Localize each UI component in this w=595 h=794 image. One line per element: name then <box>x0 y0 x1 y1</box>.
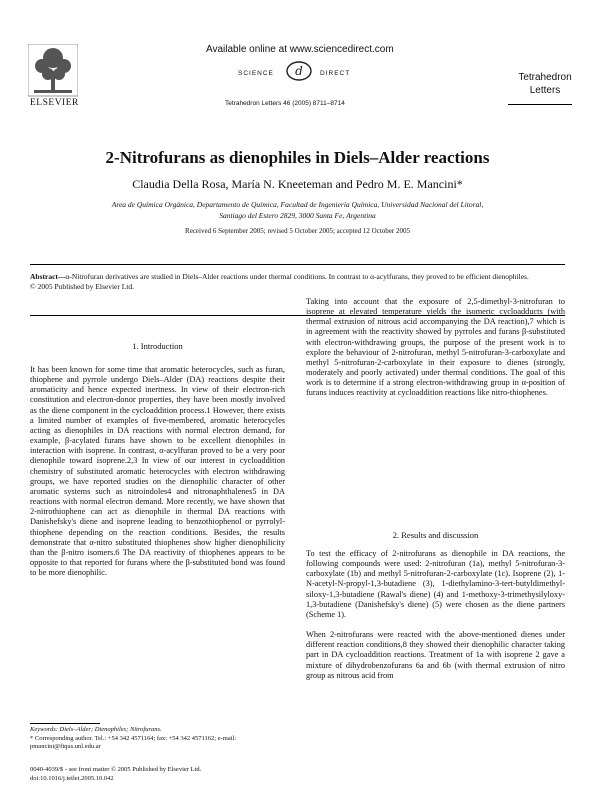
journal-name-line1: Tetrahedron <box>518 72 572 83</box>
section-title-introduction: 1. Introduction <box>132 341 183 351</box>
affiliation <box>60 199 535 221</box>
affiliation-line2: Santiago del Estero 2829, 3000 Santa Fe, Argentina <box>219 211 376 220</box>
sciencedirect-logo-left: SCIENCE <box>238 70 274 77</box>
front-matter <box>30 765 290 783</box>
left-column <box>30 365 285 588</box>
corresponding-author: * Corresponding author. Tel.: +54 342 4571164; fax: +54 342 4571162; e-mail: pmancini@fiqus.unl.edu.ar <box>30 734 237 750</box>
authors: Claudia Della Rosa, María N. Kneeteman and Pedro M. E. Mancini* <box>132 177 463 191</box>
received-dates: Received 6 September 2005; revised 5 October 2005; accepted 12 October 2005 <box>185 227 410 235</box>
copyright: © 2005 Published by Elsevier Ltd. <box>30 282 135 291</box>
elsevier-tree-logo <box>28 44 78 106</box>
front-matter-line: 0040-4039/$ - see front matter © 2005 Published by Elsevier Ltd. <box>30 766 202 773</box>
right-paragraph-2: To test the efficacy of 2-nitrofurans as dienophile in DA reactions, the following compounds were used: 2-nitrofuran (1a), methyl 5-nitrofuran-3-carboxylate (1b) and methyl 5-nitrofuran-2-carboxylate (1c). Isoprene (2), 1-N-acetyl-N-propyl-1,3-butadiene (3), 1-diethylamino-3-tert-butyldimethyl-siloxy-1,3-butadiene (Rawal's diene) (4) and 1-methoxy-3-trimethysilyloxy-1,3-butadiene (Danishefsky's diene) (5) were chosen as the diene partners (Scheme 1). <box>306 549 565 619</box>
article-title: 2-Nitrofurans as dienophiles in Diels–Alder reactions <box>105 148 490 167</box>
abstract <box>30 272 565 292</box>
doi: doi:10.1016/j.tetlet.2005.10.042 <box>30 775 114 782</box>
keywords: Keywords: Diels–Alder; Dienophiles; Nitrofurans. <box>30 726 162 733</box>
abstract-top-rule <box>30 264 565 265</box>
available-online-text: Available online at www.sciencedirect.com <box>206 44 394 55</box>
journal-rule <box>508 104 572 105</box>
right-paragraph-3: When 2-nitrofurans were reacted with the above-mentioned dienes under different reaction conditions,8 they showed their dienophilic character taking part in DA cycloaddition reactions. Treatment of 1a with isoprene 2 gave a mixture of dihydrobenzofurans 6a and 6b (with thermal extrusion of nitro group as nitrous acid from <box>306 630 565 680</box>
right-column-lower <box>306 549 565 691</box>
journal-name <box>500 71 590 97</box>
abstract-label: Abstract— <box>30 272 66 281</box>
journal-reference: Tetrahedron Letters 46 (2005) 8711–8714 <box>225 100 345 107</box>
sciencedirect-at-icon <box>284 60 314 82</box>
footnotes <box>30 726 285 752</box>
affiliation-line1: Area de Química Orgánica, Departamento de Química, Facultad de Ingeniería Química, Universidad Nacional del Litoral, <box>111 200 484 209</box>
publisher-name: ELSEVIER <box>30 98 79 108</box>
section-title-results: 2. Results and discussion <box>392 530 479 540</box>
journal-name-line2: Letters <box>529 85 561 96</box>
svg-text:d: d <box>295 64 303 78</box>
intro-paragraph: It has been known for some time that aromatic heterocycles, such as furan, thiophene and pyrrole undergo Diels–Alder (DA) reactions despite their aromaticity and hence expected inertness. In view of their electron-rich constitution and electron-donor properties, they have been mostly involved as the diene component in the cycloaddition process.1 However, there exists a limited number of examples of five-membered, aromatic heterocycles acting as dienophiles in DA reactions with normal electron demand, for example, β-acylated furans have shown to be excellent dienophiles in interaction with isoprene. In contrast, α-acylfuran proved to be a very poor dienophile toward isoprene.2,3 In view of our interest in cycloaddition chemistry of substituted aromatic heterocycles with electron withdrawing groups, we have reported studies on the dienophilic character of other aromatic systems such as nitroindoles4 and nitronaphthalenes5 in DA reactions with normal electron demand. More recently, we have shown that 2-nitrothiophene can act as dienophile in thermal DA reactions with Danishefsky's diene and isoprene leading to benzothiophenol or pyrrolyl-thiophene depending on the reaction conditions. Besides, the results demonstrate that α-nitro substituted thiophenes show higher dienophilicity than the β-nitro isomers.6 The DA reactivity of thiophenes appears to be opposite to that reported for furans where the β-substituted bond was found to be more dienophilic. <box>30 365 285 578</box>
right-column <box>306 297 565 409</box>
abstract-text: α-Nitrofuran derivatives are studied in Diels–Alder reactions under thermal conditions. In contrast to α-acylfurans, they proved to be efficient dienophiles. <box>65 272 529 281</box>
right-paragraph-1: Taking into account that the exposure of 2,5-dimethyl-3-nitrofuran to isoprene at elevated temperature yields the isomeric cycloadducts (with thermal extrusion of nitrous acid accompanying the DA reaction),7 which is in agreement with the reactivity showed by pyrroles and furans β-substituted with electron-withdrawing groups, the purpose of the present work is to explore the behaviour of 2-nitrofuran, methyl 5-nitrofuran-3-carboxylate and methyl 5-nitrofuran-2-carboxylate in their exposure to dienes (strongly, moderately and poorly activated) under thermal conditions. The goal of this work is to determine if a strong electron-withdrawing group in α-position of furans induces reactivity at cycloaddition reactions like nitro-thiophenes. <box>306 297 565 398</box>
sciencedirect-logo-right: DIRECT <box>320 70 351 77</box>
footnote-rule <box>30 723 100 724</box>
